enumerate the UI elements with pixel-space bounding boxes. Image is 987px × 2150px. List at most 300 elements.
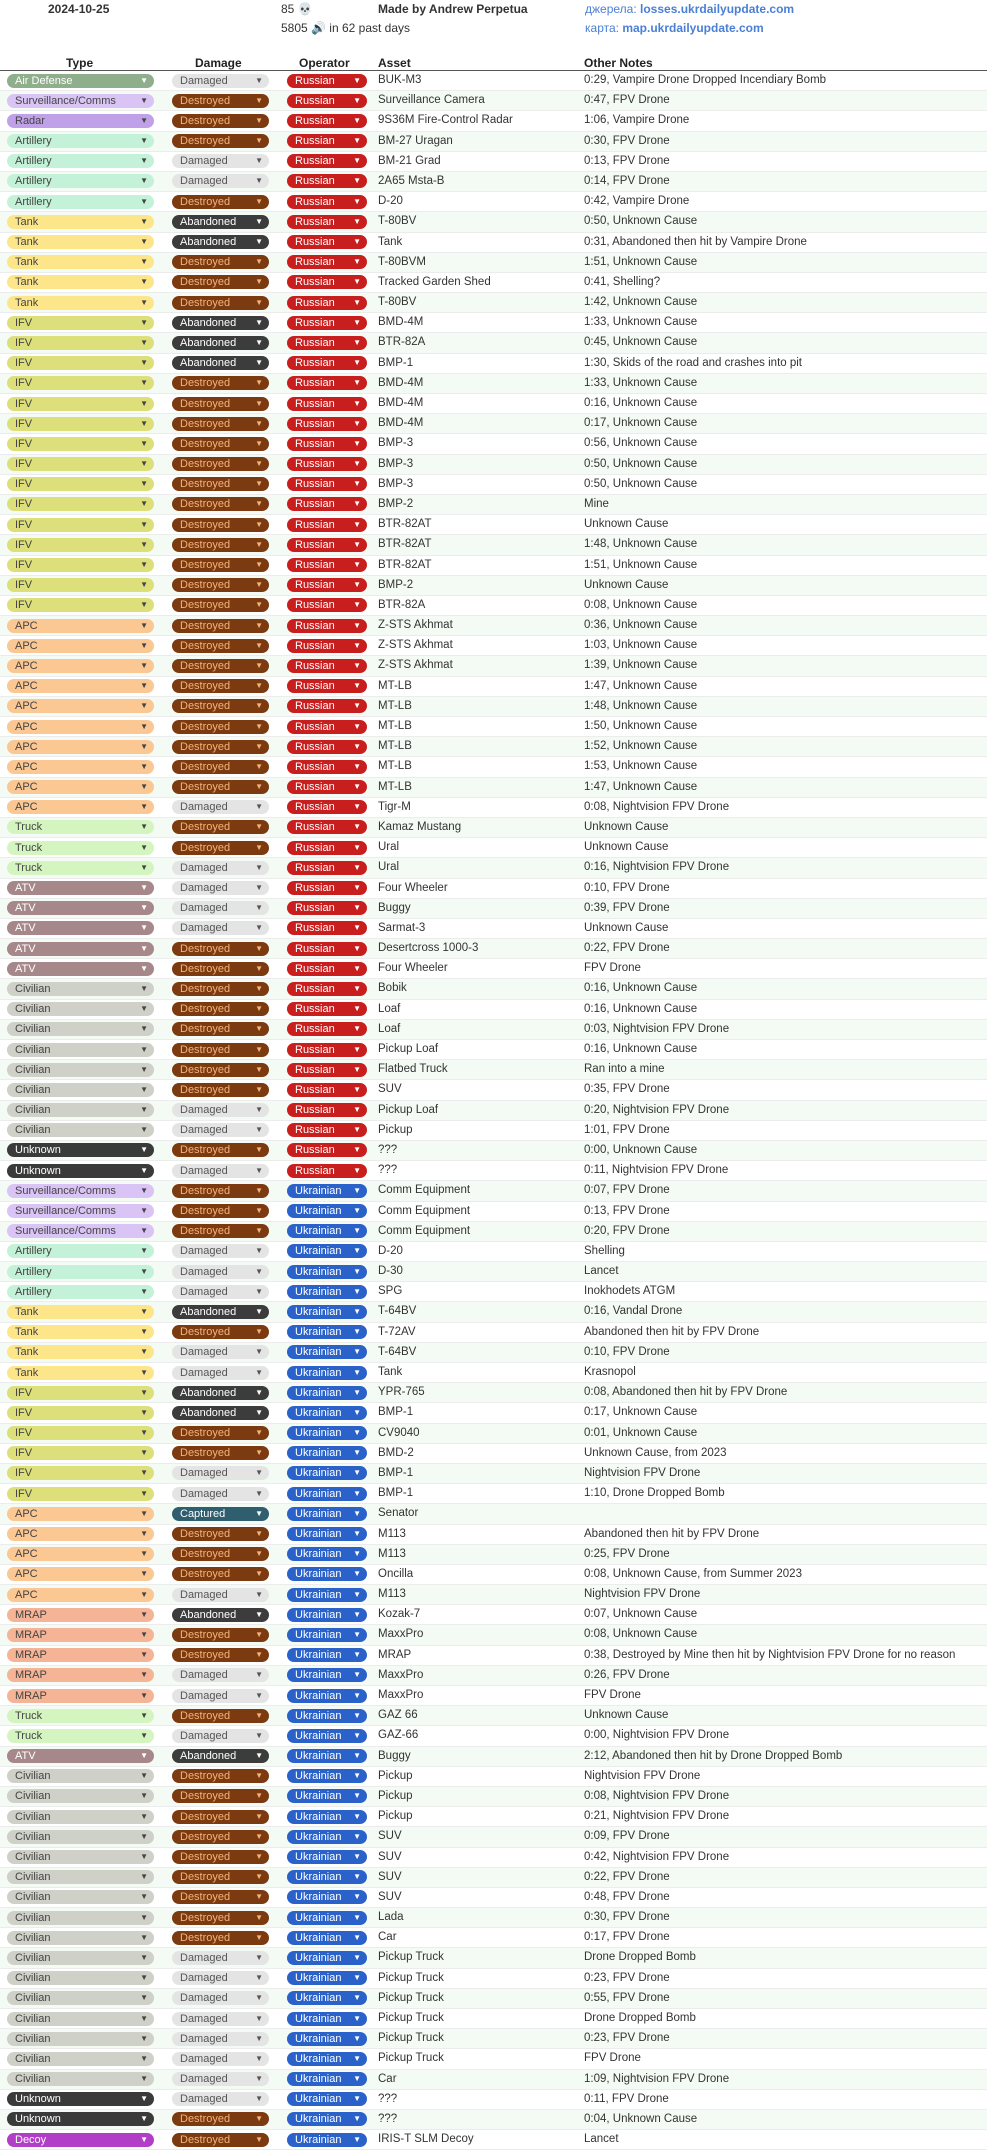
damage-select[interactable] bbox=[172, 1567, 269, 1581]
notes-cell[interactable]: 0:16, Unknown Cause bbox=[584, 982, 698, 995]
operator-select[interactable] bbox=[287, 2133, 367, 2147]
damage-select[interactable] bbox=[172, 1769, 269, 1783]
notes-cell[interactable]: 0:21, Nightvision FPV Drone bbox=[584, 1810, 730, 1823]
operator-select[interactable] bbox=[287, 639, 367, 653]
operator-select[interactable] bbox=[287, 659, 367, 673]
asset-cell[interactable]: Comm Equipment bbox=[378, 1184, 471, 1197]
damage-select[interactable] bbox=[172, 74, 269, 88]
type-select[interactable] bbox=[7, 1285, 154, 1299]
damage-select[interactable] bbox=[172, 1265, 269, 1279]
type-select[interactable] bbox=[7, 800, 154, 814]
asset-cell[interactable]: T-80BVM bbox=[378, 255, 426, 268]
notes-cell[interactable]: 0:04, Unknown Cause bbox=[584, 2112, 698, 2125]
type-select[interactable] bbox=[7, 1123, 154, 1137]
type-select[interactable] bbox=[7, 679, 154, 693]
type-select[interactable] bbox=[7, 720, 154, 734]
asset-cell[interactable]: BMP-3 bbox=[378, 477, 414, 490]
asset-cell[interactable]: Tracked Garden Shed bbox=[378, 275, 491, 288]
damage-select[interactable] bbox=[172, 800, 269, 814]
notes-cell[interactable]: 1:10, Drone Dropped Bomb bbox=[584, 1487, 725, 1500]
type-select[interactable] bbox=[7, 699, 154, 713]
notes-cell[interactable]: 0:01, Unknown Cause bbox=[584, 1426, 698, 1439]
type-select[interactable] bbox=[7, 1850, 154, 1864]
damage-select[interactable] bbox=[172, 2092, 269, 2106]
damage-select[interactable] bbox=[172, 1547, 269, 1561]
operator-select[interactable] bbox=[287, 296, 367, 310]
operator-select[interactable] bbox=[287, 1588, 367, 1602]
type-select[interactable] bbox=[7, 1971, 154, 1985]
damage-select[interactable] bbox=[172, 1446, 269, 1460]
notes-cell[interactable]: 1:09, Nightvision FPV Drone bbox=[584, 2072, 730, 2085]
notes-cell[interactable]: Unknown Cause bbox=[584, 1709, 669, 1722]
damage-select[interactable] bbox=[172, 619, 269, 633]
damage-select[interactable] bbox=[172, 1668, 269, 1682]
notes-cell[interactable]: 0:26, FPV Drone bbox=[584, 1668, 670, 1681]
damage-select[interactable] bbox=[172, 861, 269, 875]
notes-cell[interactable]: 0:50, Unknown Cause bbox=[584, 477, 698, 490]
operator-select[interactable] bbox=[287, 1164, 367, 1178]
damage-select[interactable] bbox=[172, 699, 269, 713]
operator-select[interactable] bbox=[287, 679, 367, 693]
operator-select[interactable] bbox=[287, 1789, 367, 1803]
asset-cell[interactable]: MaxxPro bbox=[378, 1628, 424, 1641]
notes-cell[interactable]: 2:12, Abandoned then hit by Drone Dropped Bomb bbox=[584, 1749, 843, 1762]
type-select[interactable] bbox=[7, 1608, 154, 1622]
type-select[interactable] bbox=[7, 154, 154, 168]
asset-cell[interactable]: T-72AV bbox=[378, 1325, 416, 1338]
operator-select[interactable] bbox=[287, 1749, 367, 1763]
asset-cell[interactable]: MRAP bbox=[378, 1648, 412, 1661]
type-select[interactable] bbox=[7, 1830, 154, 1844]
notes-cell[interactable]: 0:08, Unknown Cause bbox=[584, 1628, 698, 1641]
type-select[interactable] bbox=[7, 1305, 154, 1319]
notes-cell[interactable]: 1:39, Unknown Cause bbox=[584, 659, 698, 672]
damage-select[interactable] bbox=[172, 518, 269, 532]
damage-select[interactable] bbox=[172, 1325, 269, 1339]
notes-cell[interactable]: FPV Drone bbox=[584, 1689, 641, 1701]
operator-select[interactable] bbox=[287, 1345, 367, 1359]
notes-cell[interactable]: 0:30, FPV Drone bbox=[584, 134, 670, 147]
damage-select[interactable] bbox=[172, 901, 269, 915]
notes-cell[interactable]: 0:42, Vampire Drone bbox=[584, 195, 690, 208]
asset-cell[interactable]: IRIS-T SLM Decoy bbox=[378, 2133, 474, 2146]
asset-cell[interactable]: BMP-1 bbox=[378, 1406, 414, 1419]
operator-select[interactable] bbox=[287, 1810, 367, 1824]
damage-select[interactable] bbox=[172, 356, 269, 370]
operator-select[interactable] bbox=[287, 74, 367, 88]
notes-cell[interactable]: 1:30, Skids of the road and crashes into pit bbox=[584, 356, 802, 369]
operator-select[interactable] bbox=[287, 1911, 367, 1925]
asset-cell[interactable]: BMD-4M bbox=[378, 316, 424, 329]
asset-cell[interactable]: T-64BV bbox=[378, 1305, 417, 1318]
type-select[interactable] bbox=[7, 1224, 154, 1238]
notes-cell[interactable]: 1:06, Vampire Drone bbox=[584, 114, 690, 127]
asset-cell[interactable]: Desertcross 1000-3 bbox=[378, 942, 479, 955]
column-header-damage[interactable]: Damage bbox=[195, 56, 242, 70]
damage-select[interactable] bbox=[172, 740, 269, 754]
notes-cell[interactable]: 0:08, Unknown Cause, from Summer 2023 bbox=[584, 1567, 802, 1580]
asset-cell[interactable]: M113 bbox=[378, 1527, 406, 1540]
notes-cell[interactable]: 0:16, Vandal Drone bbox=[584, 1305, 683, 1318]
asset-cell[interactable]: Pickup Truck bbox=[378, 2032, 444, 2045]
operator-select[interactable] bbox=[287, 1850, 367, 1864]
type-select[interactable] bbox=[7, 1103, 154, 1117]
notes-cell[interactable]: 1:51, Unknown Cause bbox=[584, 255, 698, 268]
column-header-operator[interactable]: Operator bbox=[299, 56, 350, 70]
operator-select[interactable] bbox=[287, 800, 367, 814]
type-select[interactable] bbox=[7, 1890, 154, 1904]
notes-cell[interactable]: 0:31, Abandoned then hit by Vampire Drone bbox=[584, 235, 807, 248]
operator-select[interactable] bbox=[287, 134, 367, 148]
notes-cell[interactable]: 0:42, Nightvision FPV Drone bbox=[584, 1850, 730, 1863]
type-select[interactable] bbox=[7, 619, 154, 633]
type-select[interactable] bbox=[7, 2012, 154, 2026]
type-select[interactable] bbox=[7, 215, 154, 229]
operator-select[interactable] bbox=[287, 1608, 367, 1622]
asset-cell[interactable]: BTR-82A bbox=[378, 336, 426, 349]
operator-select[interactable] bbox=[287, 861, 367, 875]
operator-select[interactable] bbox=[287, 2092, 367, 2106]
asset-cell[interactable]: Tigr-M bbox=[378, 800, 411, 813]
asset-cell[interactable]: MT-LB bbox=[378, 720, 412, 732]
damage-select[interactable] bbox=[172, 1850, 269, 1864]
damage-select[interactable] bbox=[172, 1043, 269, 1057]
damage-select[interactable] bbox=[172, 639, 269, 653]
damage-select[interactable] bbox=[172, 1648, 269, 1662]
notes-cell[interactable]: Unknown Cause, from 2023 bbox=[584, 1446, 727, 1459]
type-select[interactable] bbox=[7, 255, 154, 269]
notes-cell[interactable]: 0:08, Abandoned then hit by FPV Drone bbox=[584, 1386, 788, 1399]
asset-cell[interactable]: Loaf bbox=[378, 1002, 401, 1015]
operator-select[interactable] bbox=[287, 901, 367, 915]
asset-cell[interactable]: BMP-1 bbox=[378, 1487, 414, 1500]
asset-cell[interactable]: BUK-M3 bbox=[378, 74, 422, 86]
damage-select[interactable] bbox=[172, 1164, 269, 1178]
damage-select[interactable] bbox=[172, 558, 269, 572]
operator-select[interactable] bbox=[287, 1628, 367, 1642]
type-select[interactable] bbox=[7, 518, 154, 532]
type-select[interactable] bbox=[7, 1366, 154, 1380]
notes-cell[interactable]: 0:48, FPV Drone bbox=[584, 1890, 670, 1903]
notes-cell[interactable]: 0:20, Nightvision FPV Drone bbox=[584, 1103, 730, 1116]
damage-select[interactable] bbox=[172, 1466, 269, 1480]
operator-select[interactable] bbox=[287, 760, 367, 774]
type-select[interactable] bbox=[7, 841, 154, 855]
type-select[interactable] bbox=[7, 94, 154, 108]
damage-select[interactable] bbox=[172, 1123, 269, 1137]
type-select[interactable] bbox=[7, 1749, 154, 1763]
asset-cell[interactable]: SUV bbox=[378, 1870, 402, 1883]
asset-cell[interactable]: Comm Equipment bbox=[378, 1224, 471, 1237]
operator-select[interactable] bbox=[287, 1406, 367, 1420]
asset-cell[interactable]: D-20 bbox=[378, 195, 403, 208]
damage-select[interactable] bbox=[172, 417, 269, 431]
damage-select[interactable] bbox=[172, 1507, 269, 1521]
operator-select[interactable] bbox=[287, 235, 367, 249]
operator-select[interactable] bbox=[287, 1951, 367, 1965]
type-select[interactable] bbox=[7, 1244, 154, 1258]
type-select[interactable] bbox=[7, 1588, 154, 1602]
damage-select[interactable] bbox=[172, 1931, 269, 1945]
type-select[interactable] bbox=[7, 275, 154, 289]
operator-select[interactable] bbox=[287, 1224, 367, 1238]
type-select[interactable] bbox=[7, 1022, 154, 1036]
asset-cell[interactable]: Bobik bbox=[378, 982, 407, 995]
operator-select[interactable] bbox=[287, 1466, 367, 1480]
notes-cell[interactable]: 1:03, Unknown Cause bbox=[584, 639, 698, 652]
asset-cell[interactable]: ??? bbox=[378, 2092, 398, 2105]
damage-select[interactable] bbox=[172, 1487, 269, 1501]
damage-select[interactable] bbox=[172, 1083, 269, 1097]
damage-select[interactable] bbox=[172, 2012, 269, 2026]
notes-cell[interactable]: 0:16, Unknown Cause bbox=[584, 1002, 698, 1015]
type-select[interactable] bbox=[7, 397, 154, 411]
type-select[interactable] bbox=[7, 2092, 154, 2106]
asset-cell[interactable]: BM-27 Uragan bbox=[378, 134, 453, 147]
asset-cell[interactable]: M113 bbox=[378, 1588, 406, 1601]
notes-cell[interactable]: Drone Dropped Bomb bbox=[584, 1951, 696, 1964]
damage-select[interactable] bbox=[172, 1628, 269, 1642]
operator-select[interactable] bbox=[287, 1305, 367, 1319]
damage-select[interactable] bbox=[172, 538, 269, 552]
asset-cell[interactable]: Surveillance Camera bbox=[378, 94, 485, 107]
asset-cell[interactable]: BMP-3 bbox=[378, 437, 414, 450]
notes-cell[interactable]: 0:39, FPV Drone bbox=[584, 901, 670, 914]
damage-select[interactable] bbox=[172, 1366, 269, 1380]
notes-cell[interactable]: Lancet bbox=[584, 2133, 619, 2146]
notes-cell[interactable]: 1:48, Unknown Cause bbox=[584, 699, 698, 712]
damage-select[interactable] bbox=[172, 1002, 269, 1016]
notes-cell[interactable]: 0:45, Unknown Cause bbox=[584, 336, 698, 349]
notes-cell[interactable]: 0:41, Shelling? bbox=[584, 275, 661, 288]
asset-cell[interactable]: M113 bbox=[378, 1547, 406, 1560]
type-select[interactable] bbox=[7, 1810, 154, 1824]
asset-cell[interactable]: MT-LB bbox=[378, 699, 412, 712]
asset-cell[interactable]: T-64BV bbox=[378, 1345, 417, 1358]
type-select[interactable] bbox=[7, 1648, 154, 1662]
type-select[interactable] bbox=[7, 1789, 154, 1803]
asset-cell[interactable]: Car bbox=[378, 1931, 397, 1944]
damage-select[interactable] bbox=[172, 1709, 269, 1723]
asset-cell[interactable]: Oncilla bbox=[378, 1567, 414, 1580]
operator-select[interactable] bbox=[287, 578, 367, 592]
type-select[interactable] bbox=[7, 296, 154, 310]
operator-select[interactable] bbox=[287, 1487, 367, 1501]
type-select[interactable] bbox=[7, 1951, 154, 1965]
damage-select[interactable] bbox=[172, 820, 269, 834]
asset-cell[interactable]: Pickup bbox=[378, 1789, 413, 1802]
notes-cell[interactable]: 1:42, Unknown Cause bbox=[584, 296, 698, 309]
asset-cell[interactable]: Loaf bbox=[378, 1022, 401, 1035]
operator-select[interactable] bbox=[287, 1870, 367, 1884]
notes-cell[interactable]: Abandoned then hit by FPV Drone bbox=[584, 1527, 760, 1540]
notes-cell[interactable]: 0:22, FPV Drone bbox=[584, 1870, 670, 1883]
type-select[interactable] bbox=[7, 538, 154, 552]
column-header-notes[interactable]: Other Notes bbox=[584, 56, 653, 70]
operator-select[interactable] bbox=[287, 1931, 367, 1945]
operator-select[interactable] bbox=[287, 417, 367, 431]
asset-cell[interactable]: MT-LB bbox=[378, 679, 412, 692]
operator-select[interactable] bbox=[287, 740, 367, 754]
damage-select[interactable] bbox=[172, 1244, 269, 1258]
notes-cell[interactable]: Nightvision FPV Drone bbox=[584, 1769, 701, 1782]
damage-select[interactable] bbox=[172, 1689, 269, 1703]
type-select[interactable] bbox=[7, 1769, 154, 1783]
asset-cell[interactable]: 9S36M Fire-Control Radar bbox=[378, 114, 513, 127]
asset-cell[interactable]: T-80BV bbox=[378, 296, 417, 309]
asset-cell[interactable]: Pickup bbox=[378, 1810, 413, 1823]
damage-select[interactable] bbox=[172, 1971, 269, 1985]
asset-cell[interactable]: Sarmat-3 bbox=[378, 921, 426, 934]
operator-select[interactable] bbox=[287, 397, 367, 411]
notes-cell[interactable]: 0:16, Unknown Cause bbox=[584, 1043, 698, 1055]
notes-cell[interactable]: 1:33, Unknown Cause bbox=[584, 316, 698, 329]
asset-cell[interactable]: ??? bbox=[378, 2112, 398, 2125]
asset-cell[interactable]: Pickup Loaf bbox=[378, 1103, 439, 1116]
operator-select[interactable] bbox=[287, 1204, 367, 1218]
damage-select[interactable] bbox=[172, 578, 269, 592]
operator-select[interactable] bbox=[287, 275, 367, 289]
type-select[interactable] bbox=[7, 1689, 154, 1703]
notes-cell[interactable]: 0:36, Unknown Cause bbox=[584, 619, 698, 632]
notes-cell[interactable]: 1:52, Unknown Cause bbox=[584, 740, 698, 753]
asset-cell[interactable]: Comm Equipment bbox=[378, 1204, 471, 1217]
type-select[interactable] bbox=[7, 1911, 154, 1925]
notes-cell[interactable]: 0:13, FPV Drone bbox=[584, 1204, 670, 1217]
damage-select[interactable] bbox=[172, 1890, 269, 1904]
type-select[interactable] bbox=[7, 1083, 154, 1097]
type-select[interactable] bbox=[7, 195, 154, 209]
notes-cell[interactable]: 0:09, FPV Drone bbox=[584, 1830, 670, 1843]
asset-cell[interactable]: 2A65 Msta-B bbox=[378, 174, 445, 187]
asset-cell[interactable]: Pickup Truck bbox=[378, 1971, 444, 1984]
operator-select[interactable] bbox=[287, 1527, 367, 1541]
damage-select[interactable] bbox=[172, 497, 269, 511]
notes-cell[interactable]: Inokhodets ATGM bbox=[584, 1285, 676, 1298]
operator-select[interactable] bbox=[287, 962, 367, 976]
operator-select[interactable] bbox=[287, 2112, 367, 2126]
damage-select[interactable] bbox=[172, 598, 269, 612]
asset-cell[interactable]: BMD-4M bbox=[378, 376, 424, 389]
asset-cell[interactable]: Pickup Truck bbox=[378, 1991, 444, 2004]
notes-cell[interactable]: 0:56, Unknown Cause bbox=[584, 437, 698, 450]
type-select[interactable] bbox=[7, 1991, 154, 2005]
asset-cell[interactable]: Flatbed Truck bbox=[378, 1063, 448, 1076]
notes-cell[interactable]: 0:10, FPV Drone bbox=[584, 1345, 670, 1358]
type-select[interactable] bbox=[7, 558, 154, 572]
type-select[interactable] bbox=[7, 962, 154, 976]
operator-select[interactable] bbox=[287, 1063, 367, 1077]
type-select[interactable] bbox=[7, 921, 154, 935]
damage-select[interactable] bbox=[172, 1588, 269, 1602]
notes-cell[interactable]: 0:08, Nightvision FPV Drone bbox=[584, 1789, 730, 1802]
operator-select[interactable] bbox=[287, 921, 367, 935]
operator-select[interactable] bbox=[287, 1426, 367, 1440]
damage-select[interactable] bbox=[172, 1991, 269, 2005]
notes-cell[interactable]: 0:17, Unknown Cause bbox=[584, 1406, 698, 1419]
operator-select[interactable] bbox=[287, 2052, 367, 2066]
notes-cell[interactable]: 0:50, Unknown Cause bbox=[584, 457, 698, 470]
operator-select[interactable] bbox=[287, 94, 367, 108]
operator-select[interactable] bbox=[287, 1729, 367, 1743]
operator-select[interactable] bbox=[287, 356, 367, 370]
type-select[interactable] bbox=[7, 1729, 154, 1743]
asset-cell[interactable]: SUV bbox=[378, 1850, 402, 1863]
asset-cell[interactable]: BMP-2 bbox=[378, 578, 414, 591]
operator-select[interactable] bbox=[287, 518, 367, 532]
type-select[interactable] bbox=[7, 2072, 154, 2086]
damage-select[interactable] bbox=[172, 235, 269, 249]
operator-select[interactable] bbox=[287, 1022, 367, 1036]
notes-cell[interactable]: Abandoned then hit by FPV Drone bbox=[584, 1325, 760, 1338]
damage-select[interactable] bbox=[172, 2112, 269, 2126]
type-select[interactable] bbox=[7, 1668, 154, 1682]
type-select[interactable] bbox=[7, 437, 154, 451]
type-select[interactable] bbox=[7, 1931, 154, 1945]
asset-cell[interactable]: Ural bbox=[378, 861, 400, 874]
notes-cell[interactable]: 0:20, FPV Drone bbox=[584, 1224, 670, 1237]
damage-select[interactable] bbox=[172, 1386, 269, 1400]
notes-cell[interactable]: 1:51, Unknown Cause bbox=[584, 558, 698, 571]
notes-cell[interactable]: Drone Dropped Bomb bbox=[584, 2012, 696, 2024]
asset-cell[interactable]: BMP-1 bbox=[378, 356, 414, 369]
type-select[interactable] bbox=[7, 174, 154, 188]
damage-select[interactable] bbox=[172, 397, 269, 411]
type-select[interactable] bbox=[7, 659, 154, 673]
asset-cell[interactable]: CV9040 bbox=[378, 1426, 420, 1439]
damage-select[interactable] bbox=[172, 780, 269, 794]
damage-select[interactable] bbox=[172, 1103, 269, 1117]
column-header-asset[interactable]: Asset bbox=[378, 56, 411, 70]
type-select[interactable] bbox=[7, 376, 154, 390]
notes-cell[interactable]: 0:17, FPV Drone bbox=[584, 1931, 670, 1944]
damage-select[interactable] bbox=[172, 760, 269, 774]
asset-cell[interactable]: ??? bbox=[378, 1143, 398, 1156]
asset-cell[interactable]: SUV bbox=[378, 1830, 402, 1843]
type-select[interactable] bbox=[7, 1426, 154, 1440]
operator-select[interactable] bbox=[287, 881, 367, 895]
type-select[interactable] bbox=[7, 1063, 154, 1077]
asset-cell[interactable]: ??? bbox=[378, 1164, 398, 1177]
damage-select[interactable] bbox=[172, 1830, 269, 1844]
notes-cell[interactable]: 0:13, FPV Drone bbox=[584, 154, 670, 167]
type-select[interactable] bbox=[7, 477, 154, 491]
damage-select[interactable] bbox=[172, 1951, 269, 1965]
notes-cell[interactable]: 0:17, Unknown Cause bbox=[584, 417, 698, 430]
asset-cell[interactable]: SUV bbox=[378, 1083, 402, 1096]
operator-select[interactable] bbox=[287, 1083, 367, 1097]
damage-select[interactable] bbox=[172, 1345, 269, 1359]
notes-cell[interactable]: 0:07, Unknown Cause bbox=[584, 1608, 698, 1621]
operator-select[interactable] bbox=[287, 1830, 367, 1844]
notes-cell[interactable]: Shelling bbox=[584, 1244, 625, 1257]
type-select[interactable] bbox=[7, 1345, 154, 1359]
operator-select[interactable] bbox=[287, 558, 367, 572]
operator-select[interactable] bbox=[287, 1507, 367, 1521]
asset-cell[interactable]: Z-STS Akhmat bbox=[378, 619, 453, 632]
asset-cell[interactable]: Ural bbox=[378, 841, 400, 854]
type-select[interactable] bbox=[7, 336, 154, 350]
notes-cell[interactable]: 0:11, Nightvision FPV Drone bbox=[584, 1164, 729, 1177]
damage-select[interactable] bbox=[172, 841, 269, 855]
operator-select[interactable] bbox=[287, 1265, 367, 1279]
type-select[interactable] bbox=[7, 1002, 154, 1016]
notes-cell[interactable]: 0:00, Unknown Cause bbox=[584, 1143, 698, 1156]
type-select[interactable] bbox=[7, 1204, 154, 1218]
operator-select[interactable] bbox=[287, 1991, 367, 2005]
damage-select[interactable] bbox=[172, 1184, 269, 1198]
operator-select[interactable] bbox=[287, 1386, 367, 1400]
